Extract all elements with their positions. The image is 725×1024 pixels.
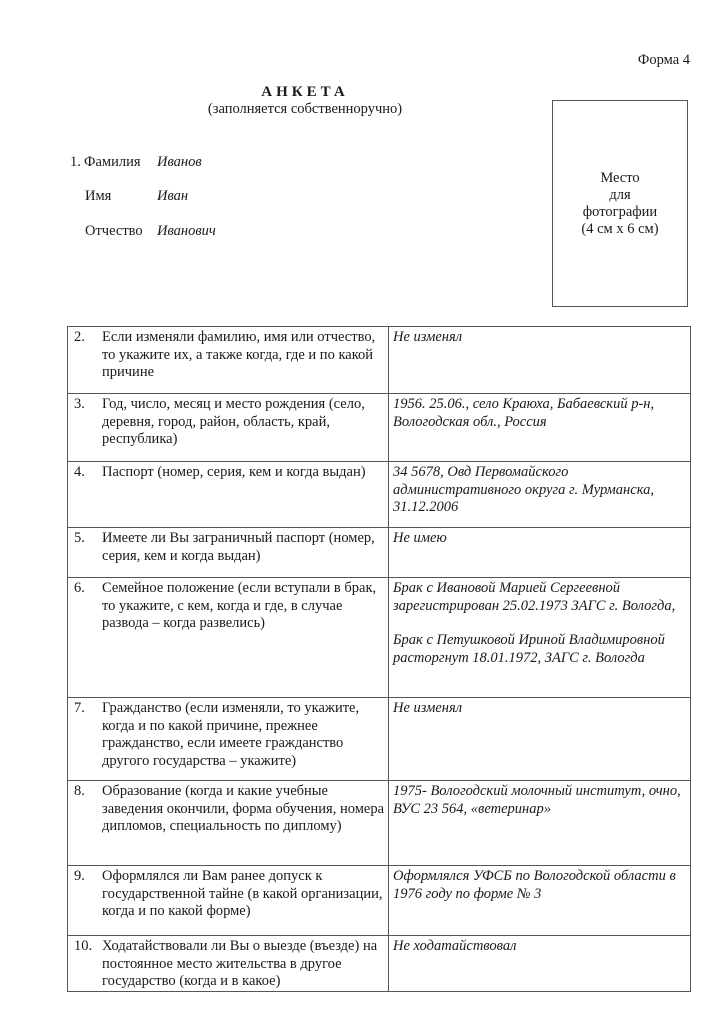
patronymic-label: Отчество	[85, 223, 143, 239]
question-cell	[68, 936, 389, 992]
table-row	[68, 462, 691, 528]
question-number: 6.	[74, 580, 85, 596]
answer-cell[interactable]	[389, 936, 691, 992]
question-number: 7.	[74, 700, 85, 716]
answer-cell[interactable]	[389, 698, 691, 781]
answer-text: Не ходатайствовал	[393, 938, 517, 954]
form-number-label: Форма 4	[637, 52, 690, 68]
question-number: 5.	[74, 530, 85, 546]
question-number: 4.	[74, 464, 85, 480]
table-row	[68, 936, 691, 992]
answer-text: Брак с Петушковой Ириной Владимировной расторгнут 18.01.1972, ЗАГС г. Вологда	[393, 632, 665, 666]
table-row	[68, 866, 691, 936]
table-row	[68, 528, 691, 578]
question-cell	[68, 462, 389, 528]
answer-text: Не имею	[393, 530, 447, 546]
question-cell	[68, 866, 389, 936]
item-number: 1.	[70, 154, 81, 170]
answer-text: 34 5678, Овд Первомайского административного округа г. Мурманска, 31.12.2006	[393, 464, 654, 515]
table-row	[68, 327, 691, 394]
table-row	[68, 698, 691, 781]
question-text: Оформлялся ли Вам ранее допуск к государственной тайне (в какой организации, когда и по какой форме)	[102, 868, 383, 919]
answer-text: Не изменял	[393, 700, 463, 716]
patronymic-value[interactable]: Иванович	[157, 223, 216, 239]
question-number: 3.	[74, 396, 85, 412]
answer-cell[interactable]	[389, 327, 691, 394]
table-row	[68, 394, 691, 462]
question-cell	[68, 528, 389, 578]
page-title: АНКЕТА	[261, 84, 349, 100]
name-label: Имя	[85, 188, 112, 204]
answer-cell[interactable]	[389, 781, 691, 866]
question-cell	[68, 781, 389, 866]
question-number: 10.	[74, 938, 93, 954]
photo-box-line: для	[609, 186, 631, 203]
question-text: Год, число, месяц и место рождения (село, деревня, город, район, область, край, республика)	[102, 396, 365, 447]
answer-cell[interactable]	[389, 528, 691, 578]
question-number: 8.	[74, 783, 85, 799]
answer-cell[interactable]	[389, 462, 691, 528]
surname-value[interactable]: Иванов	[157, 154, 202, 170]
answer-text: Оформлялся УФСБ по Вологодской области в 1976 году по форме № 3	[393, 868, 676, 902]
question-text: Гражданство (если изменяли, то укажите, когда и по какой причине, прежнее гражданство, если имеете гражданство другого государства – укажите)	[102, 700, 360, 769]
question-text: Имеете ли Вы заграничный паспорт (номер, серия, кем и когда выдан)	[102, 530, 375, 564]
question-number: 2.	[74, 329, 85, 345]
table-row	[68, 781, 691, 866]
answer-text: Брак с Ивановой Марией Сергеевной зарегистрирован 25.02.1973 ЗАГС г. Вологда,	[393, 580, 676, 614]
question-text: Ходатайствовали ли Вы о выезде (въезде) на постоянное место жительства в другое государство (когда и в какое)	[102, 938, 378, 989]
page-subtitle: (заполняется собственноручно)	[207, 101, 403, 117]
question-text: Паспорт (номер, серия, кем и когда выдан)	[102, 464, 366, 480]
questionnaire-table	[67, 326, 691, 992]
table-row	[68, 578, 691, 698]
photo-box-line: Место	[600, 169, 640, 186]
photo-placeholder-box	[552, 100, 688, 307]
question-text: Если изменяли фамилию, имя или отчество, то укажите их, а также когда, где и по какой причине	[102, 329, 376, 380]
surname-label: Фамилия	[84, 154, 141, 170]
answer-cell[interactable]	[389, 578, 691, 698]
question-number: 9.	[74, 868, 85, 884]
question-cell	[68, 394, 389, 462]
question-cell	[68, 578, 389, 698]
question-text: Образование (когда и какие учебные заведения окончили, форма обучения, номера дипломов, специальность по диплому)	[102, 783, 384, 834]
answer-cell[interactable]	[389, 394, 691, 462]
answer-cell[interactable]	[389, 866, 691, 936]
photo-box-line: (4 см х 6 см)	[581, 220, 659, 237]
answer-text: Не изменял	[393, 329, 463, 345]
answer-text: 1975- Вологодский молочный институт, очно, ВУС 23 564, «ветеринар»	[393, 783, 681, 817]
photo-box-line: фотографии	[582, 203, 658, 220]
question-text: Семейное положение (если вступали в брак, то укажите, с кем, когда и где, в случае развода – когда развелись)	[102, 580, 377, 631]
name-value[interactable]: Иван	[157, 188, 189, 204]
question-cell	[68, 327, 389, 394]
answer-text: 1956. 25.06., село Краюха, Бабаевский р-н, Вологодская обл., Россия	[393, 396, 655, 430]
question-cell	[68, 698, 389, 781]
